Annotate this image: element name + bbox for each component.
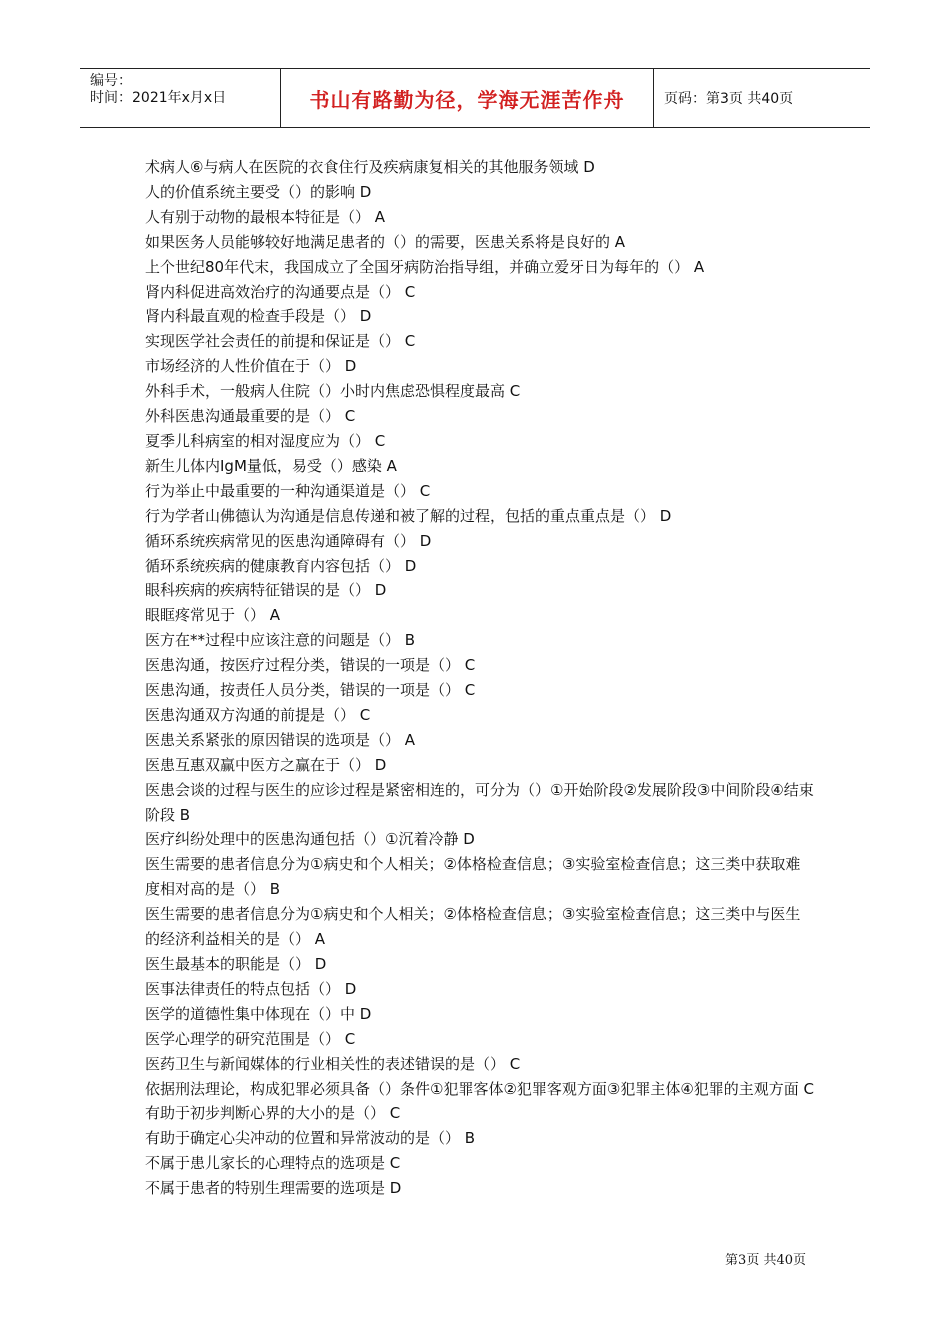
page-footer: 第3页 共40页 <box>725 1253 806 1268</box>
text-line: 医学心理学的研究范围是（） C <box>145 1029 356 1048</box>
text-line: 人有别于动物的最根本特征是（） A <box>145 207 386 226</box>
text-line: 人的价值系统主要受（）的影响 D <box>145 182 372 201</box>
text-line: 新生儿体内IgM量低，易受（）感染 A <box>145 456 397 475</box>
text-line: 实现医学社会责任的前提和保证是（） C <box>145 332 416 351</box>
motto: 书山有路勤为径，学海无涯苦作舟 <box>309 87 625 112</box>
text-line: 医事法律责任的特点包括（） D <box>145 979 357 998</box>
text-line: 肾内科促进高效治疗的沟通要点是（） C <box>145 282 416 301</box>
text-line: 不属于患儿家长的心理特点的选项是 C <box>145 1154 401 1173</box>
text-line: 医生需要的患者信息分为①病史和个人相关；②体格检查信息；③实验室检查信息；这三类中与医生的经济利益相关的是（） A <box>145 905 801 949</box>
document-date: 时间：2021年x月x日 <box>90 90 227 106</box>
text-line: 上个世纪80年代末，我国成立了全国牙病防治指导组，并确立爱牙日为每年的（） A <box>145 257 705 276</box>
text-line: 有助于确定心尖冲动的位置和异常波动的是（） B <box>145 1129 476 1148</box>
text-line: 肾内科最直观的检查手段是（） D <box>145 307 372 326</box>
text-line: 医药卫生与新闻媒体的行业相关性的表述错误的是（） C <box>145 1054 521 1073</box>
text-line: 外科医患沟通最重要的是（） C <box>145 407 356 426</box>
text-line: 行为举止中最重要的一种沟通渠道是（） C <box>145 481 431 500</box>
text-line: 循环系统疾病常见的医患沟通障碍有（） D <box>145 531 432 550</box>
text-line: 循环系统疾病的健康教育内容包括（） D <box>145 556 417 575</box>
text-line: 医患关系紧张的原因错误的选项是（） A <box>145 730 416 749</box>
text-line: 医生最基本的职能是（） D <box>145 955 327 973</box>
text-line: 医患沟通，按责任人员分类，错误的一项是（） C <box>145 681 476 700</box>
text-line: 有助于初步判断心界的大小的是（） C <box>145 1104 401 1123</box>
text-line: 医患会谈的过程与医生的应诊过程是紧密相连的，可分为（）①开始阶段②发展阶段③中间阶段④结束阶段 B <box>145 780 814 824</box>
document-number-label: 编号： <box>90 73 132 89</box>
text-line: 医生需要的患者信息分为①病史和个人相关；②体格检查信息；③实验室检查信息；这三类中获取难度相对高的是（） B <box>145 855 801 899</box>
document-body <box>145 155 815 1201</box>
text-line: 如果医务人员能够较好地满足患者的（）的需要，医患关系将是良好的 A <box>145 232 626 251</box>
text-line: 行为学者山佛德认为沟通是信息传递和被了解的过程，包括的重点重点是（） D <box>145 506 672 525</box>
text-line: 医疗纠纷处理中的医患沟通包括（）①沉着冷静 D <box>145 830 475 849</box>
header-page-cell <box>654 69 870 127</box>
text-line: 依据刑法理论，构成犯罪必须具备（）条件①犯罪客体②犯罪客观方面③犯罪主体④犯罪的主观方面 C <box>145 1079 815 1098</box>
text-line: 眼科疾病的疾病特征错误的是（） D <box>145 581 387 600</box>
header-meta <box>80 69 281 127</box>
header-motto-cell <box>281 69 654 127</box>
text-line: 市场经济的人性价值在于（） D <box>145 357 357 376</box>
text-line: 医方在**过程中应该注意的问题是（） B <box>145 631 416 650</box>
text-line: 医患沟通双方沟通的前提是（） C <box>145 705 371 724</box>
text-line: 医患互惠双赢中医方之赢在于（） D <box>145 755 387 774</box>
text-line: 医学的道德性集中体现在（）中 D <box>145 1004 372 1023</box>
text-line: 术病人⑥与病人在医院的衣食住行及疾病康复相关的其他服务领域 D <box>145 158 595 176</box>
page-header <box>80 68 870 128</box>
text-line: 眼眶疼常见于（） A <box>145 606 281 625</box>
text-line: 医患沟通，按医疗过程分类，错误的一项是（） C <box>145 656 476 675</box>
text-line: 不属于患者的特别生理需要的选项是 D <box>145 1179 402 1198</box>
text-line: 外科手术，一般病人住院（）小时内焦虑恐惧程度最高 C <box>145 382 521 401</box>
text-line: 夏季儿科病室的相对湿度应为（） C <box>145 431 386 450</box>
header-page-code: 页码：第3页 共40页 <box>664 91 794 107</box>
